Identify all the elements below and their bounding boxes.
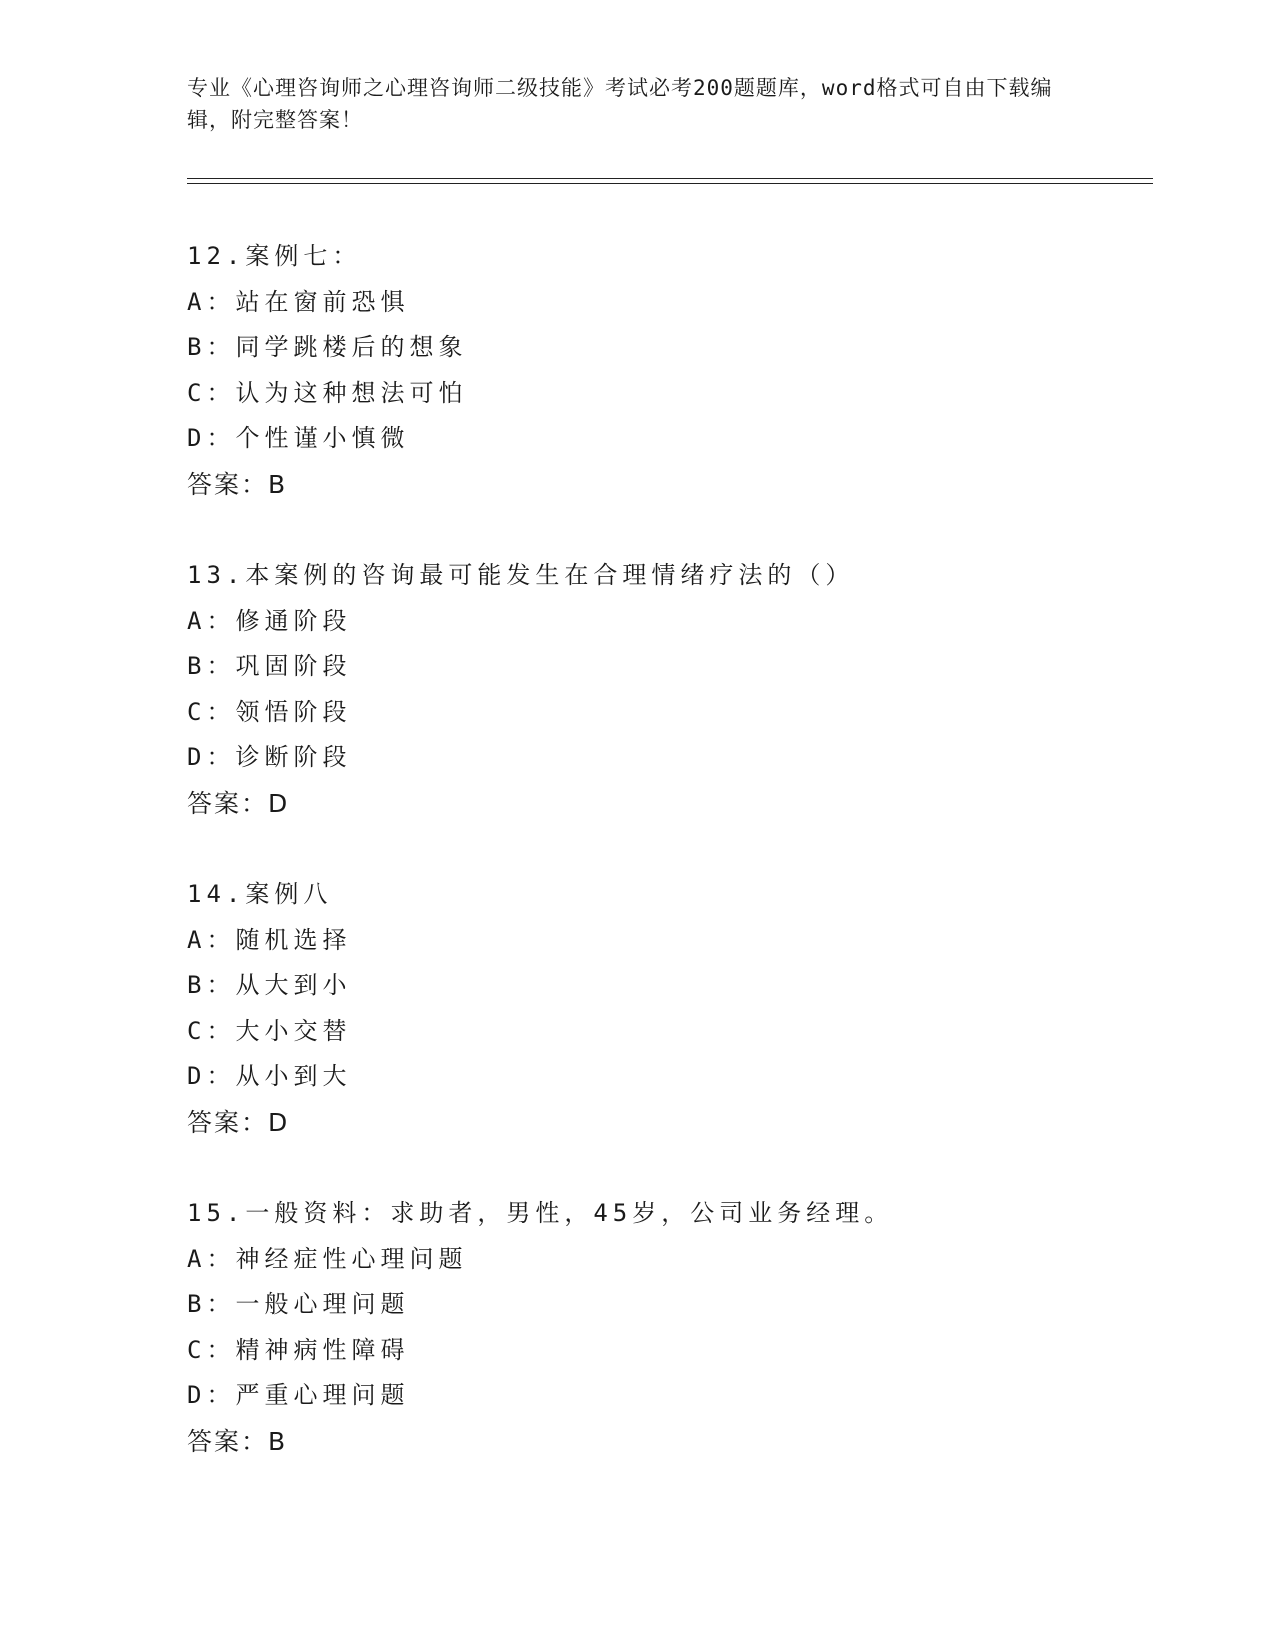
- question-stem: 12.案例七：: [187, 242, 362, 270]
- header-divider-top: [187, 178, 1153, 179]
- option-c: C：领悟阶段: [187, 697, 352, 726]
- question-stem: 14.案例八: [187, 880, 333, 908]
- answer-line: 答案：D: [187, 1107, 290, 1137]
- option-c: C：认为这种想法可怕: [187, 378, 468, 407]
- option-b: B：一般心理问题: [187, 1290, 410, 1318]
- question-13: [187, 553, 854, 826]
- option-d: D：个性谨小慎微: [187, 424, 410, 452]
- option-d: D：诊断阶段: [187, 743, 352, 771]
- option-b: B：巩固阶段: [187, 652, 352, 680]
- question-12: [187, 234, 467, 507]
- option-c: C：精神病性障碍: [187, 1335, 410, 1364]
- option-d: D：严重心理问题: [187, 1381, 410, 1409]
- option-b: B：从大到小: [187, 971, 352, 999]
- answer-line: 答案：D: [187, 788, 290, 818]
- option-a: A：神经症性心理问题: [187, 1244, 468, 1273]
- option-a: A：随机选择: [187, 925, 352, 954]
- document-intro: 专业《心理咨询师之心理咨询师二级技能》考试必考200题题库，word格式可自由下载编辑，附完整答案！: [187, 76, 1053, 132]
- question-14: [187, 872, 351, 1145]
- answer-line: 答案：B: [187, 469, 288, 499]
- option-c: C：大小交替: [187, 1016, 352, 1045]
- header-divider-bottom: [187, 183, 1153, 184]
- option-a: A：站在窗前恐惧: [187, 287, 410, 316]
- option-b: B：同学跳楼后的想象: [187, 333, 468, 361]
- option-a: A：修通阶段: [187, 606, 352, 635]
- answer-line: 答案：B: [187, 1426, 288, 1456]
- option-d: D：从小到大: [187, 1062, 352, 1090]
- question-stem: 15.一般资料：求助者，男性，45岁，公司业务经理。: [187, 1199, 894, 1227]
- question-15: [187, 1191, 893, 1464]
- question-stem: 13.本案例的咨询最可能发生在合理情绪疗法的（）: [187, 561, 855, 589]
